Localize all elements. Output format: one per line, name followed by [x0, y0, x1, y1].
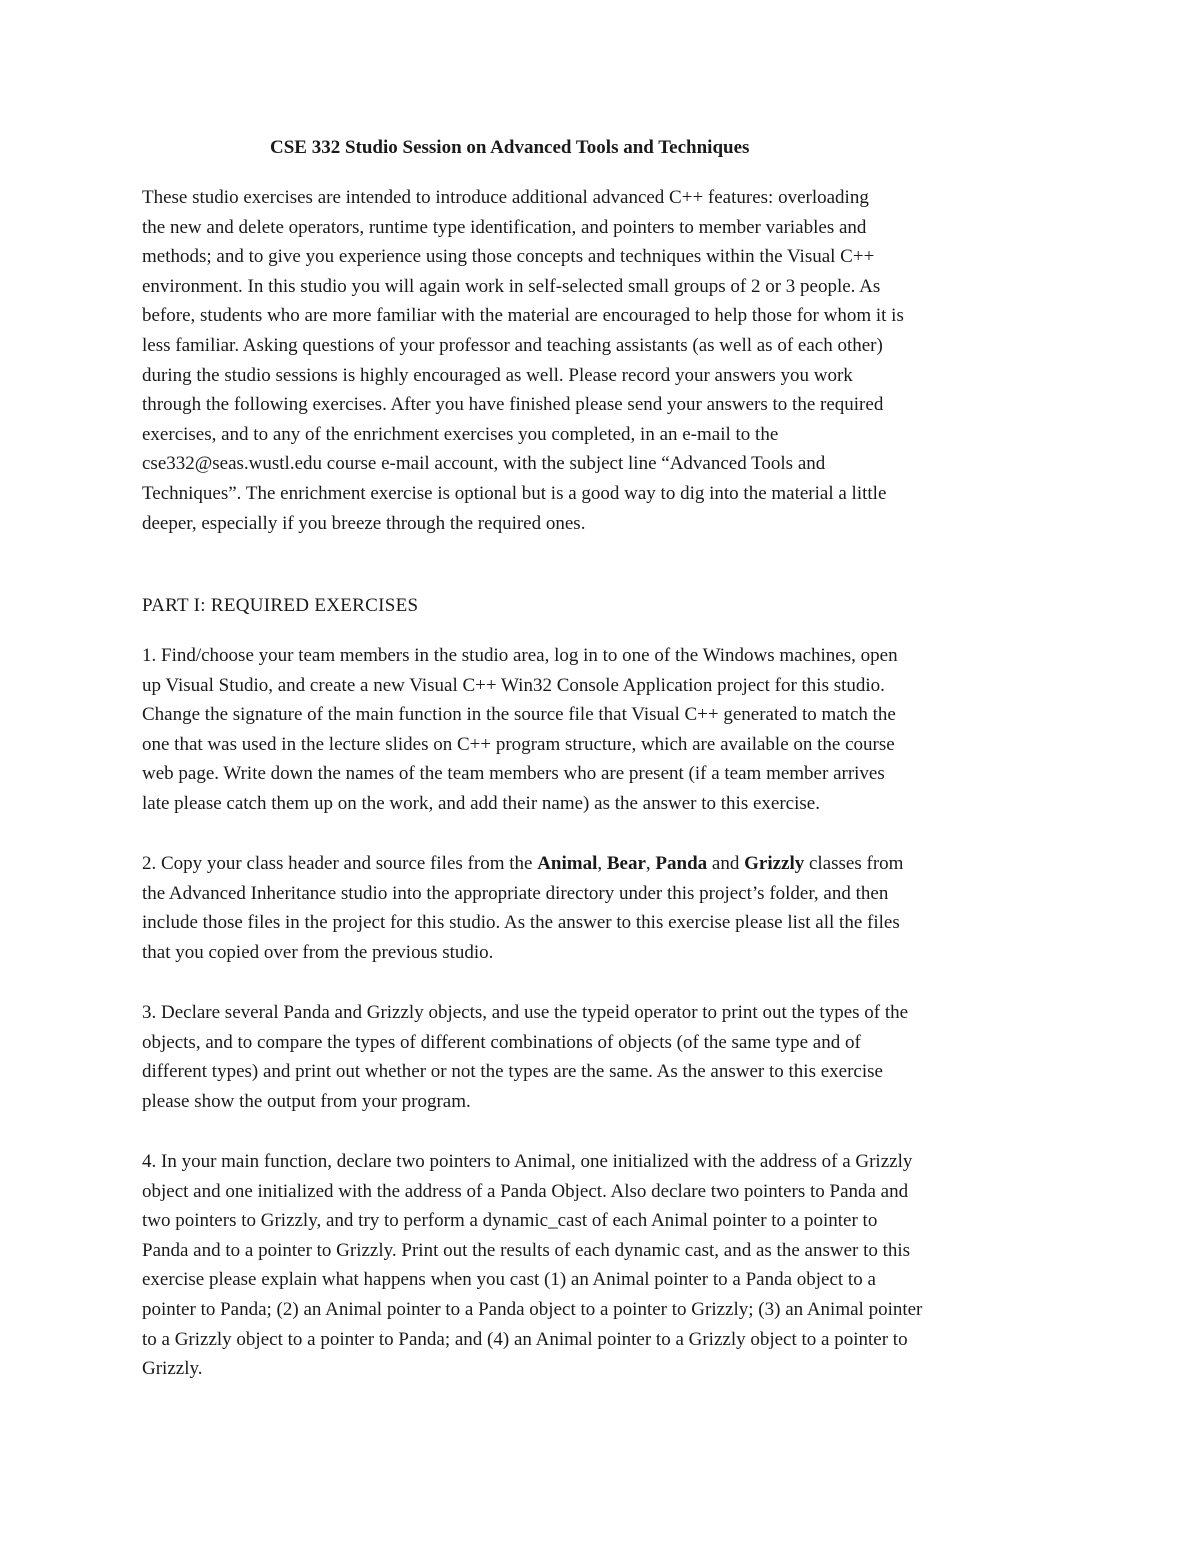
exercise-line: that you copied over from the previous studio.: [142, 941, 494, 963]
intro-line: through the following exercises. After you have finished please send your answers to the required: [142, 394, 884, 416]
intro-line: These studio exercises are intended to introduce additional advanced C++ features: overloading: [142, 187, 869, 208]
exercise-line: up Visual Studio, and create a new Visual C++ Win32 Console Application project for this studio.: [142, 674, 885, 696]
exercise-text: classes from: [804, 853, 904, 874]
exercise-line: 3. Declare several Panda and Grizzly objects, and use the typeid operator to print out the types of the: [142, 1002, 909, 1023]
exercise-line: Change the signature of the main function in the source file that Visual C++ generated to match the: [142, 704, 896, 726]
class-name-bear: Bear: [606, 853, 646, 874]
intro-line: the new and delete operators, runtime type identification, and pointers to member variables and: [142, 216, 867, 238]
intro-line: during the studio sessions is highly encouraged as well. Please record your answers you work: [142, 364, 853, 386]
part-heading: PART I: REQUIRED EXERCISES: [142, 595, 419, 616]
exercise-line: object and one initialized with the address of a Panda Object. Also declare two pointers to Panda and: [142, 1180, 909, 1202]
exercise-line: 1. Find/choose your team members in the studio area, log in to one of the Windows machines, open: [142, 645, 898, 666]
separator: ,: [645, 853, 656, 874]
exercise-3: [142, 998, 1042, 1116]
separator: and: [707, 853, 745, 874]
intro-line: Techniques”. The enrichment exercise is optional but is a good way to dig into the material a little: [142, 482, 887, 504]
intro-line: environment. In this studio you will again work in self-selected small groups of 2 or 3 people. As: [142, 275, 881, 297]
exercise-line: web page. Write down the names of the team members who are present (if a team member arrives: [142, 763, 885, 785]
intro-line: less familiar. Asking questions of your professor and teaching assistants (as well as of each other): [142, 334, 883, 356]
exercise-1: [142, 641, 1042, 819]
exercise-line: Panda and to a pointer to Grizzly. Print out the results of each dynamic cast, and as the answer to this: [142, 1239, 911, 1261]
document-title: CSE 332 Studio Session on Advanced Tools and Techniques: [270, 137, 750, 158]
exercise-line: to a Grizzly object to a pointer to Panda; and (4) an Animal pointer to a Grizzly object to a pointer to: [142, 1328, 908, 1350]
exercise-line: Grizzly.: [142, 1358, 203, 1380]
exercise-line: the Advanced Inheritance studio into the appropriate directory under this project’s folder, and then: [142, 882, 889, 904]
exercise-line: pointer to Panda; (2) an Animal pointer to a Panda object to a pointer to Grizzly; (3) an Animal pointer: [142, 1298, 923, 1320]
separator: ,: [597, 853, 607, 874]
exercise-line: one that was used in the lecture slides on C++ program structure, which are available on the course: [142, 733, 895, 755]
intro-line: methods; and to give you experience using those concepts and techniques within the Visual C++: [142, 246, 875, 268]
exercise-line: objects, and to compare the types of different combinations of objects (of the same type and of: [142, 1031, 861, 1053]
intro-line: exercises, and to any of the enrichment exercises you completed, in an e-mail to the: [142, 423, 779, 445]
exercise-line: please show the output from your program.: [142, 1090, 471, 1112]
intro-paragraph: [142, 183, 1042, 538]
exercise-line: [142, 849, 1042, 879]
exercise-line: 4. In your main function, declare two pointers to Animal, one initialized with the address of a Grizzly: [142, 1151, 913, 1172]
exercise-line: exercise please explain what happens when you cast (1) an Animal pointer to a Panda object to a: [142, 1269, 876, 1291]
class-name-animal: Animal: [537, 853, 598, 874]
exercise-2: [142, 849, 1042, 967]
exercise-line: include those files in the project for this studio. As the answer to this exercise please list all the files: [142, 912, 900, 934]
exercise-line: two pointers to Grizzly, and try to perform a dynamic_cast of each Animal pointer to a pointer to: [142, 1210, 878, 1232]
intro-line: cse332@seas.wustl.edu course e-mail account, with the subject line “Advanced Tools and: [142, 453, 826, 475]
exercise-line: different types) and print out whether or not the types are the same. As the answer to this exercise: [142, 1061, 883, 1083]
exercise-4: [142, 1147, 1042, 1384]
intro-line: before, students who are more familiar with the material are encouraged to help those for whom it is: [142, 305, 904, 327]
exercise-text: 2. Copy your class header and source files from the: [142, 853, 538, 874]
intro-line: deeper, especially if you breeze through the required ones.: [142, 512, 586, 534]
class-name-grizzly: Grizzly: [744, 853, 805, 874]
exercise-line: late please catch them up on the work, and add their name) as the answer to this exercise.: [142, 792, 820, 814]
class-name-panda: Panda: [655, 853, 708, 874]
